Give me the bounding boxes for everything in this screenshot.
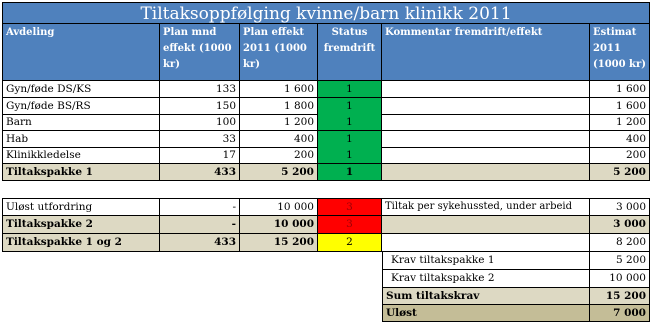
table-cell-estimat: 400 xyxy=(590,131,650,148)
table-cell-plan-mnd: 100 xyxy=(160,114,240,131)
tiltakspakke1-estimat: 5 200 xyxy=(590,164,650,181)
table-cell-plan-mnd: 133 xyxy=(160,81,240,98)
tiltakspakke12-label: Tiltakspakke 1 og 2 xyxy=(2,234,160,252)
uloest-plan-mnd: - xyxy=(160,198,240,216)
tiltakspakke2-kommentar xyxy=(382,216,590,234)
table-cell-estimat: 1 600 xyxy=(590,81,650,98)
uloest-estimat: 3 000 xyxy=(590,198,650,216)
table-cell-kommentar xyxy=(382,131,590,148)
table-cell-plan-effekt: 1 600 xyxy=(240,81,318,98)
col-header-plan-effekt: Plan effekt 2011 (1000 kr) xyxy=(240,24,318,81)
col-header-kommentar: Kommentar fremdrift/effekt xyxy=(382,24,590,81)
table-cell-plan-mnd: 150 xyxy=(160,98,240,115)
table-cell-status: 1 xyxy=(318,147,382,164)
col-header-plan-mnd: Plan mnd effekt (1000 kr) xyxy=(160,24,240,81)
table-cell-plan-effekt: 1 800 xyxy=(240,98,318,115)
table-cell-kommentar xyxy=(382,81,590,98)
tiltakspakke2-estimat: 3 000 xyxy=(590,216,650,234)
table-cell-kommentar xyxy=(382,147,590,164)
uloest-plan-effekt: 10 000 xyxy=(240,198,318,216)
tiltakspakke2-status: 3 xyxy=(318,216,382,234)
col-header-avdeling: Avdeling xyxy=(2,24,160,81)
tiltakspakke2-plan-effekt: 10 000 xyxy=(240,216,318,234)
table-cell-estimat: 200 xyxy=(590,147,650,164)
table-cell-avdeling: Hab xyxy=(2,131,160,148)
uloest-status: 3 xyxy=(318,198,382,216)
tiltakspakke12-status: 2 xyxy=(318,234,382,252)
tiltakspakke12-kommentar xyxy=(382,234,590,252)
table-cell-avdeling: Klinikkledelse xyxy=(2,147,160,164)
tiltakspakke1-status: 1 xyxy=(318,164,382,181)
table-cell-status: 1 xyxy=(318,114,382,131)
table-cell-estimat: 1 200 xyxy=(590,114,650,131)
uloest-total-label: Uløst xyxy=(382,305,590,322)
krav-1-value: 5 200 xyxy=(590,252,650,270)
table-cell-estimat: 1 600 xyxy=(590,98,650,115)
table-cell-avdeling: Gyn/føde BS/RS xyxy=(2,98,160,115)
tiltakspakke12-estimat: 8 200 xyxy=(590,234,650,252)
table-cell-avdeling: Barn xyxy=(2,114,160,131)
tiltakspakke2-label: Tiltakspakke 2 xyxy=(2,216,160,234)
krav-1-label: Krav tiltakspakke 1 xyxy=(382,252,590,270)
col-header-estimat: Estimat 2011 (1000 kr) xyxy=(590,24,650,81)
uloest-label: Uløst utfordring xyxy=(2,198,160,216)
table-cell-kommentar xyxy=(382,114,590,131)
sum-krav-value: 15 200 xyxy=(590,288,650,305)
table-cell-status: 1 xyxy=(318,131,382,148)
col-header-status: Status fremdrift xyxy=(318,24,382,81)
tiltakspakke1-label: Tiltakspakke 1 xyxy=(2,164,160,181)
table-cell-avdeling: Gyn/føde DS/KS xyxy=(2,81,160,98)
krav-2-label: Krav tiltakspakke 2 xyxy=(382,270,590,288)
uloest-total-value: 7 000 xyxy=(590,305,650,322)
tiltakspakke1-kommentar xyxy=(382,164,590,181)
krav-2-value: 10 000 xyxy=(590,270,650,288)
table-cell-kommentar xyxy=(382,98,590,115)
tiltakspakke2-plan-mnd: - xyxy=(160,216,240,234)
tiltakspakke1-plan-effekt: 5 200 xyxy=(240,164,318,181)
tiltakspakke12-plan-effekt: 15 200 xyxy=(240,234,318,252)
table-cell-plan-mnd: 17 xyxy=(160,147,240,164)
page-title: Tiltaksoppfølging kvinne/barn klinikk 2011 xyxy=(2,2,650,24)
table-cell-plan-effekt: 200 xyxy=(240,147,318,164)
table-cell-plan-effekt: 1 200 xyxy=(240,114,318,131)
uloest-kommentar: Tiltak per sykehussted, under arbeid xyxy=(382,198,590,216)
tiltakspakke1-plan-mnd: 433 xyxy=(160,164,240,181)
table-cell-plan-mnd: 33 xyxy=(160,131,240,148)
table-cell-plan-effekt: 400 xyxy=(240,131,318,148)
tiltakspakke12-plan-mnd: 433 xyxy=(160,234,240,252)
table-cell-status: 1 xyxy=(318,98,382,115)
table-cell-status: 1 xyxy=(318,81,382,98)
sum-krav-label: Sum tiltakskrav xyxy=(382,288,590,305)
